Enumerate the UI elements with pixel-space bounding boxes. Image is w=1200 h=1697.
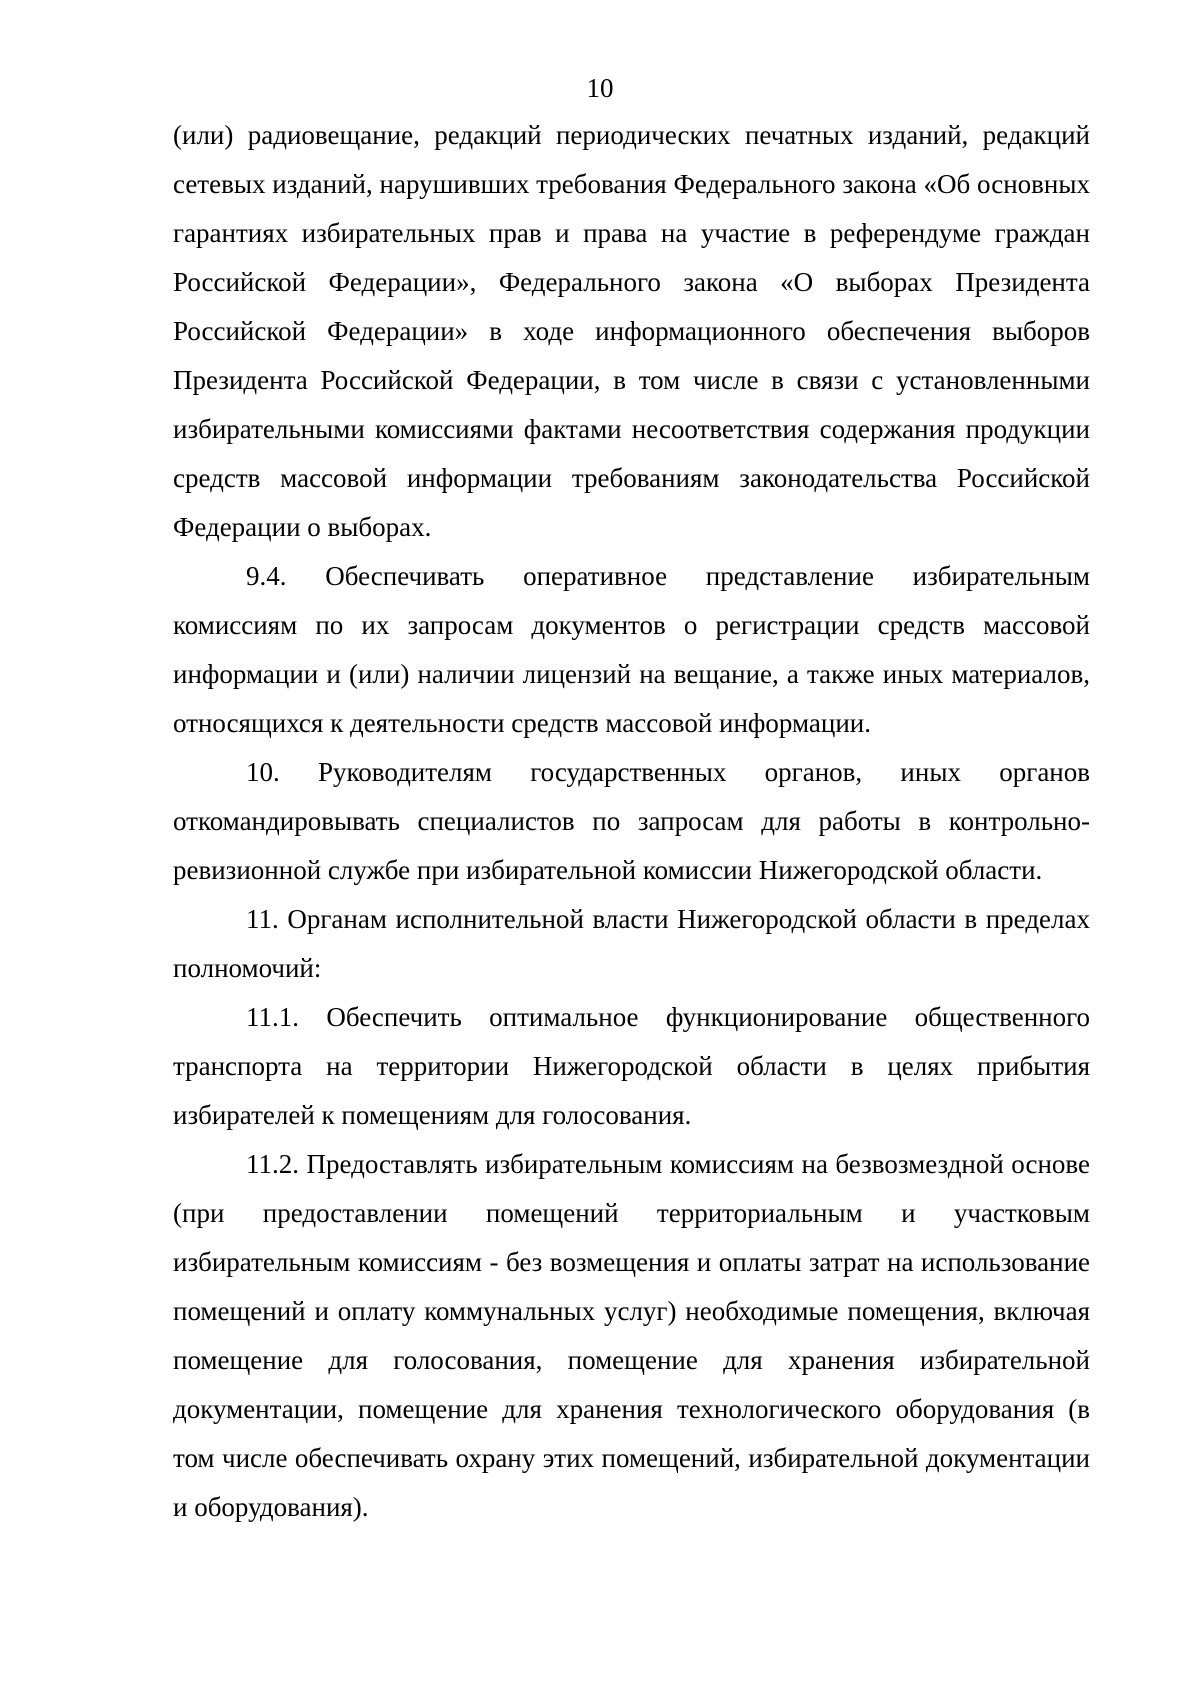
paragraph-11: 11. Органам исполнительной власти Нижегородской области в пределах полномочий:	[173, 904, 1090, 983]
paragraph-10: 10. Руководителям государственных органов, иных органов откомандировывать специалистов по запросам для работы в контрольно-ревизионной службе при избирательной комиссии Нижегородской области.	[173, 757, 1090, 885]
document-body	[173, 111, 1090, 1532]
paragraph-9-4: 9.4. Обеспечивать оперативное представление избирательным комиссиям по их запросам документов о регистрации средств массовой информации и (или) наличии лицензий на вещание, а также иных материалов, относящихся к деятельности средств массовой информации.	[173, 561, 1090, 738]
paragraph-11-2: 11.2. Предоставлять избирательным комиссиям на безвозмездной основе (при предоставлении помещений территориальным и участковым избирательным комиссиям - без возмещения и оплаты затрат на использование помещений и оплату коммунальных услуг) необходимые помещения, включая помещение для голосования, помещение для хранения избирательной документации, помещение для хранения технологического оборудования (в том числе обеспечивать охрану этих помещений, избирательной документации и оборудования).	[173, 1149, 1090, 1522]
page-number: 10	[586, 73, 614, 103]
paragraph-11-1: 11.1. Обеспечить оптимальное функционирование общественного транспорта на территории Нижегородской области в целях прибытия избирателей к помещениям для голосования.	[173, 1002, 1090, 1130]
paragraph-continuation: (или) радиовещание, редакций периодических печатных изданий, редакций сетевых изданий, нарушивших требования Федерального закона «Об основных гарантиях избирательных прав и права на участие в референдуме граждан Российской Федерации», Федерального закона «О выборах Президента Российской Федерации» в ходе информационного обеспечения выборов Президента Российской Федерации, в том числе в связи с установленными избирательными комиссиями фактами несоответствия содержания продукции средств массовой информации требованиям законодательства Российской Федерации о выборах.	[173, 120, 1090, 542]
